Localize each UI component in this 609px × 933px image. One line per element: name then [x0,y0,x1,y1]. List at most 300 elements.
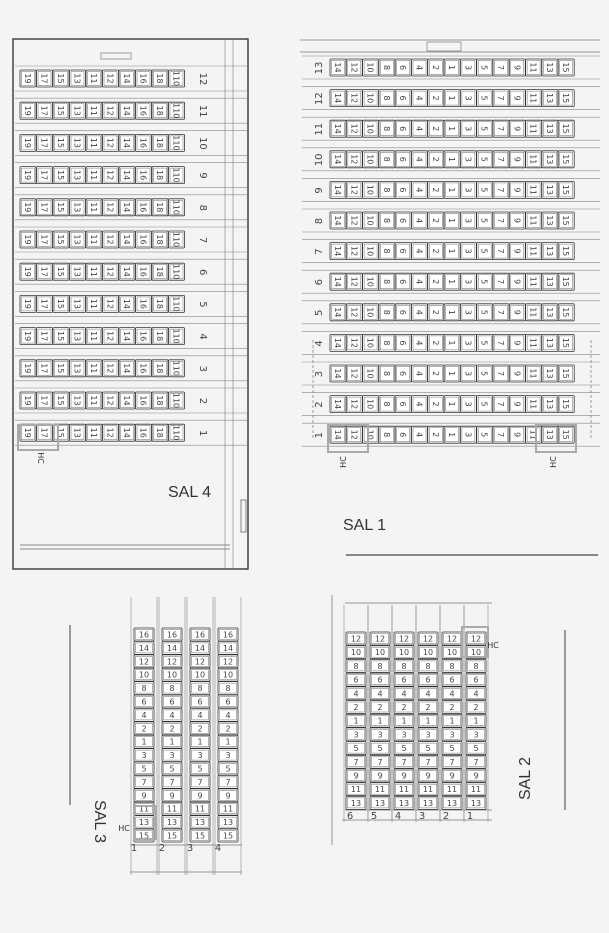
seat[interactable] [558,243,574,260]
seat[interactable] [162,735,182,748]
seat[interactable] [558,334,574,351]
seat[interactable] [20,392,36,409]
seat[interactable] [346,755,366,768]
seat[interactable] [20,134,36,151]
seat[interactable] [346,659,366,672]
seat[interactable] [509,334,525,351]
seat[interactable] [428,90,444,107]
seat[interactable] [37,263,53,280]
seat[interactable] [103,167,119,184]
seat[interactable] [509,426,525,443]
seat[interactable] [466,755,486,768]
seat[interactable] [162,829,182,842]
seat[interactable] [466,742,486,755]
seat[interactable] [428,273,444,290]
seat[interactable] [169,199,185,216]
seat[interactable] [134,789,154,802]
seat[interactable] [558,273,574,290]
seat[interactable] [428,243,444,260]
seat[interactable] [477,396,493,413]
seat[interactable] [418,755,438,768]
seat[interactable] [190,682,210,695]
seat[interactable] [477,273,493,290]
seat[interactable] [460,90,476,107]
seat[interactable] [493,365,509,382]
seat[interactable] [346,243,362,260]
seat[interactable] [119,70,135,87]
seat[interactable] [346,426,362,443]
seat[interactable] [493,273,509,290]
seat[interactable] [509,304,525,321]
seat[interactable] [460,151,476,168]
seat[interactable] [119,392,135,409]
seat[interactable] [136,167,152,184]
seat[interactable] [493,304,509,321]
seat[interactable] [346,304,362,321]
seat[interactable] [53,102,69,119]
seat[interactable] [346,151,362,168]
seat[interactable] [493,396,509,413]
seat[interactable] [477,181,493,198]
seat[interactable] [444,151,460,168]
seat[interactable] [370,673,390,686]
seat[interactable] [134,749,154,762]
seat[interactable] [526,59,542,76]
seat[interactable] [330,120,346,137]
seat[interactable] [70,360,86,377]
seat[interactable] [169,102,185,119]
seat[interactable] [395,365,411,382]
seat[interactable] [412,90,428,107]
seat[interactable] [363,59,379,76]
seat[interactable] [444,426,460,443]
seat[interactable] [542,120,558,137]
seat[interactable] [363,273,379,290]
seat[interactable] [370,714,390,727]
seat[interactable] [394,769,414,782]
seat[interactable] [169,328,185,345]
seat[interactable] [460,334,476,351]
seat[interactable] [370,742,390,755]
seat[interactable] [477,426,493,443]
seat[interactable] [442,755,462,768]
seat[interactable] [152,102,168,119]
seat[interactable] [53,263,69,280]
seat[interactable] [134,735,154,748]
seat[interactable] [218,628,238,641]
seat[interactable] [162,682,182,695]
seat[interactable] [442,632,462,645]
seat[interactable] [442,673,462,686]
seat[interactable] [526,334,542,351]
seat[interactable] [70,392,86,409]
seat[interactable] [346,59,362,76]
seat[interactable] [428,181,444,198]
seat[interactable] [190,749,210,762]
seat[interactable] [103,231,119,248]
seat[interactable] [395,181,411,198]
seat[interactable] [418,742,438,755]
seat[interactable] [493,90,509,107]
seat[interactable] [412,151,428,168]
seat[interactable] [558,396,574,413]
seat[interactable] [493,334,509,351]
seat[interactable] [370,632,390,645]
seat[interactable] [190,641,210,654]
seat[interactable] [418,714,438,727]
seat[interactable] [37,328,53,345]
seat[interactable] [346,714,366,727]
seat[interactable] [37,167,53,184]
seat[interactable] [86,392,102,409]
seat[interactable] [190,789,210,802]
seat[interactable] [444,396,460,413]
seat[interactable] [379,212,395,229]
seat[interactable] [152,134,168,151]
seat[interactable] [428,120,444,137]
seat[interactable] [460,396,476,413]
seat[interactable] [394,714,414,727]
seat[interactable] [346,181,362,198]
seat[interactable] [509,59,525,76]
seat[interactable] [169,70,185,87]
seat[interactable] [526,426,542,443]
seat[interactable] [395,304,411,321]
seat[interactable] [330,212,346,229]
seat[interactable] [412,304,428,321]
seat[interactable] [330,243,346,260]
seat[interactable] [418,687,438,700]
seat[interactable] [542,426,558,443]
seat[interactable] [379,59,395,76]
seat[interactable] [190,775,210,788]
seat[interactable] [394,673,414,686]
seat[interactable] [558,151,574,168]
seat[interactable] [477,304,493,321]
seat[interactable] [526,181,542,198]
seat[interactable] [134,775,154,788]
seat[interactable] [53,134,69,151]
seat[interactable] [86,231,102,248]
seat[interactable] [526,396,542,413]
seat[interactable] [53,199,69,216]
seat[interactable] [418,769,438,782]
seat[interactable] [466,769,486,782]
seat[interactable] [412,212,428,229]
seat[interactable] [169,392,185,409]
seat[interactable] [330,365,346,382]
seat[interactable] [412,426,428,443]
seat[interactable] [190,655,210,668]
seat[interactable] [134,816,154,829]
seat[interactable] [363,120,379,137]
seat[interactable] [442,714,462,727]
seat[interactable] [363,304,379,321]
seat[interactable] [395,396,411,413]
seat[interactable] [136,102,152,119]
seat[interactable] [136,231,152,248]
seat[interactable] [20,295,36,312]
seat[interactable] [53,70,69,87]
seat[interactable] [542,90,558,107]
seat[interactable] [152,263,168,280]
seat[interactable] [330,273,346,290]
seat[interactable] [162,695,182,708]
seat[interactable] [509,243,525,260]
seat[interactable] [169,263,185,280]
seat[interactable] [394,646,414,659]
seat[interactable] [136,263,152,280]
seat[interactable] [558,181,574,198]
seat[interactable] [379,334,395,351]
seat[interactable] [418,796,438,809]
seat[interactable] [509,273,525,290]
seat[interactable] [134,722,154,735]
seat[interactable] [412,396,428,413]
seat[interactable] [70,231,86,248]
seat[interactable] [428,304,444,321]
seat[interactable] [330,151,346,168]
seat[interactable] [460,243,476,260]
seat[interactable] [394,701,414,714]
seat[interactable] [444,243,460,260]
seat[interactable] [418,659,438,672]
seat[interactable] [412,334,428,351]
seat[interactable] [152,392,168,409]
seat[interactable] [395,243,411,260]
seat[interactable] [370,687,390,700]
seat[interactable] [330,426,346,443]
seat[interactable] [394,687,414,700]
seat[interactable] [70,295,86,312]
seat[interactable] [477,365,493,382]
seat[interactable] [542,181,558,198]
seat[interactable] [346,796,366,809]
seat[interactable] [428,334,444,351]
seat[interactable] [218,816,238,829]
seat[interactable] [379,120,395,137]
seat[interactable] [134,695,154,708]
seat[interactable] [442,659,462,672]
seat[interactable] [190,722,210,735]
seat[interactable] [346,120,362,137]
seat[interactable] [493,151,509,168]
seat[interactable] [379,365,395,382]
seat[interactable] [428,212,444,229]
seat[interactable] [370,646,390,659]
seat[interactable] [346,783,366,796]
seat[interactable] [370,755,390,768]
seat[interactable] [190,762,210,775]
seat[interactable] [363,243,379,260]
seat[interactable] [218,775,238,788]
seat[interactable] [428,59,444,76]
seat[interactable] [370,728,390,741]
seat[interactable] [103,392,119,409]
seat[interactable] [103,263,119,280]
seat[interactable] [558,426,574,443]
seat[interactable] [460,59,476,76]
seat[interactable] [418,728,438,741]
seat[interactable] [119,295,135,312]
seat[interactable] [542,212,558,229]
seat[interactable] [526,90,542,107]
seat[interactable] [37,199,53,216]
seat[interactable] [346,769,366,782]
seat[interactable] [20,263,36,280]
seat[interactable] [346,334,362,351]
seat[interactable] [136,199,152,216]
seat[interactable] [53,328,69,345]
seat[interactable] [363,90,379,107]
seat[interactable] [136,392,152,409]
seat[interactable] [509,90,525,107]
seat[interactable] [412,365,428,382]
seat[interactable] [86,70,102,87]
seat[interactable] [70,263,86,280]
seat[interactable] [394,796,414,809]
seat[interactable] [379,151,395,168]
seat[interactable] [379,396,395,413]
seat[interactable] [134,762,154,775]
seat[interactable] [162,789,182,802]
seat[interactable] [346,90,362,107]
seat[interactable] [395,426,411,443]
seat[interactable] [330,90,346,107]
seat[interactable] [370,701,390,714]
seat[interactable] [86,134,102,151]
seat[interactable] [134,628,154,641]
seat[interactable] [70,199,86,216]
seat[interactable] [169,167,185,184]
seat[interactable] [119,360,135,377]
seat[interactable] [460,120,476,137]
seat[interactable] [542,396,558,413]
seat[interactable] [493,59,509,76]
seat[interactable] [444,90,460,107]
seat[interactable] [37,231,53,248]
seat[interactable] [330,304,346,321]
seat[interactable] [394,728,414,741]
seat[interactable] [418,646,438,659]
seat[interactable] [218,695,238,708]
seat[interactable] [190,708,210,721]
seat[interactable] [169,295,185,312]
seat[interactable] [53,360,69,377]
seat[interactable] [558,90,574,107]
seat[interactable] [169,424,185,441]
seat[interactable] [526,212,542,229]
seat[interactable] [103,134,119,151]
seat[interactable] [363,334,379,351]
seat[interactable] [70,134,86,151]
seat[interactable] [444,273,460,290]
seat[interactable] [20,167,36,184]
seat[interactable] [20,102,36,119]
seat[interactable] [169,360,185,377]
seat[interactable] [558,304,574,321]
seat[interactable] [162,722,182,735]
seat[interactable] [119,167,135,184]
seat[interactable] [218,722,238,735]
seat[interactable] [379,243,395,260]
seat[interactable] [136,134,152,151]
seat[interactable] [428,151,444,168]
seat[interactable] [190,735,210,748]
seat[interactable] [103,102,119,119]
seat[interactable] [526,151,542,168]
seat[interactable] [466,632,486,645]
seat[interactable] [442,796,462,809]
seat[interactable] [53,231,69,248]
seat[interactable] [53,295,69,312]
seat[interactable] [330,334,346,351]
seat[interactable] [477,151,493,168]
seat[interactable] [346,701,366,714]
seat[interactable] [162,816,182,829]
seat[interactable] [395,334,411,351]
seat[interactable] [162,628,182,641]
seat[interactable] [379,90,395,107]
seat[interactable] [37,134,53,151]
seat[interactable] [493,243,509,260]
seat[interactable] [86,295,102,312]
seat[interactable] [493,426,509,443]
seat[interactable] [134,802,154,815]
seat[interactable] [460,304,476,321]
seat[interactable] [136,424,152,441]
seat[interactable] [218,789,238,802]
seat[interactable] [526,365,542,382]
seat[interactable] [136,70,152,87]
seat[interactable] [86,328,102,345]
seat[interactable] [542,243,558,260]
seat[interactable] [466,659,486,672]
seat[interactable] [346,673,366,686]
seat[interactable] [103,360,119,377]
seat[interactable] [363,181,379,198]
seat[interactable] [20,424,36,441]
seat[interactable] [542,334,558,351]
seat[interactable] [37,295,53,312]
seat[interactable] [370,769,390,782]
seat[interactable] [542,151,558,168]
seat[interactable] [558,365,574,382]
seat[interactable] [477,59,493,76]
seat[interactable] [394,742,414,755]
seat[interactable] [218,735,238,748]
seat[interactable] [428,365,444,382]
seat[interactable] [134,708,154,721]
seat[interactable] [477,90,493,107]
seat[interactable] [103,199,119,216]
seat[interactable] [442,687,462,700]
seat[interactable] [346,646,366,659]
seat[interactable] [542,365,558,382]
seat[interactable] [558,120,574,137]
seat[interactable] [218,802,238,815]
seat[interactable] [162,708,182,721]
seat[interactable] [428,426,444,443]
seat[interactable] [86,199,102,216]
seat[interactable] [86,102,102,119]
seat[interactable] [190,668,210,681]
seat[interactable] [418,701,438,714]
seat[interactable] [330,181,346,198]
seat[interactable] [218,762,238,775]
seat[interactable] [86,360,102,377]
seat[interactable] [134,641,154,654]
